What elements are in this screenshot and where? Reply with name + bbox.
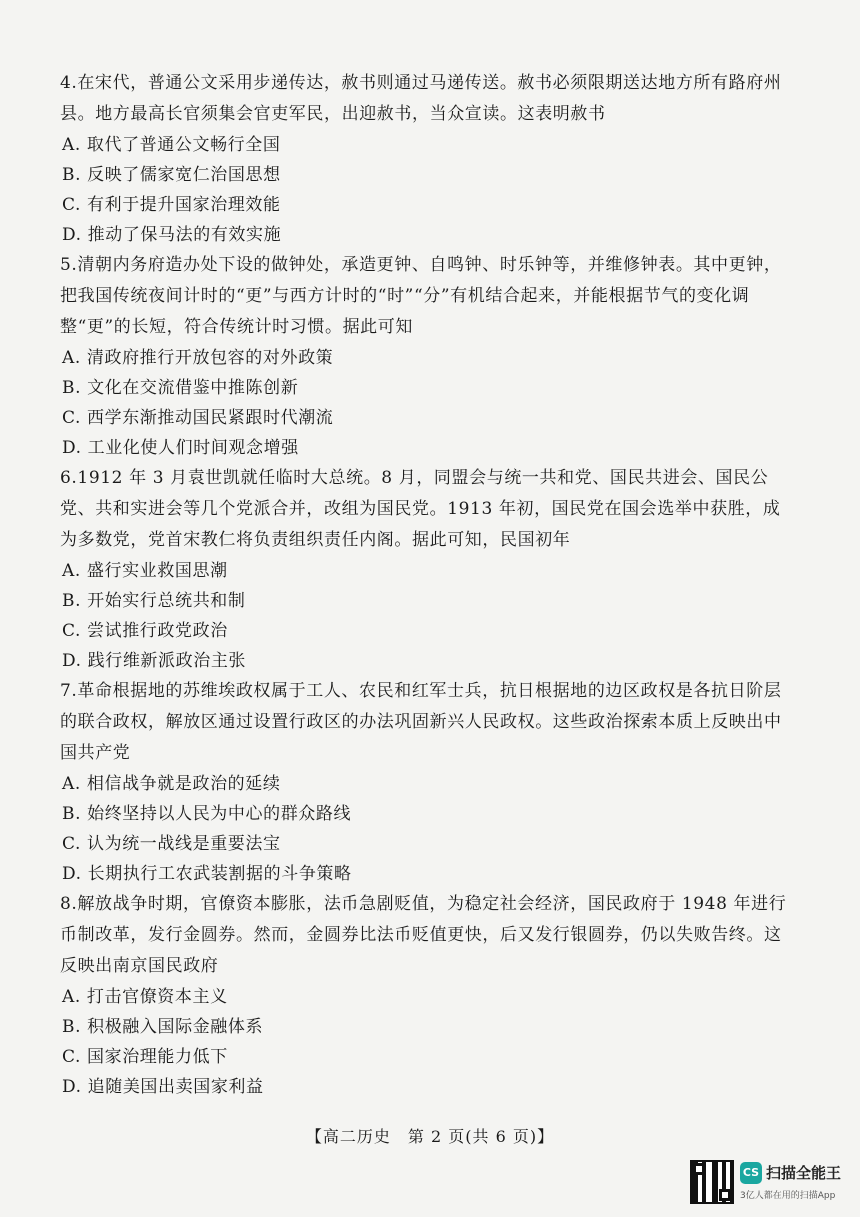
question-stem: 8.解放战争时期，官僚资本膨胀，法币急剧贬值，为稳定社会经济，国民政府于 1948 年进行币制改革，发行金圆券。然而，金圆券比法币贬值更快，后又发行银圆券，仍以失败告终。这反映出南京国民政府 (60, 894, 787, 976)
question-5 (60, 250, 795, 463)
question-8 (60, 889, 795, 1102)
question-7 (60, 676, 795, 889)
option-c: C. 有利于提升国家治理效能 (62, 195, 281, 215)
option-a: A. 清政府推行开放包容的对外政策 (62, 348, 334, 368)
option-d: D. 长期执行工农武装割据的斗争策略 (62, 864, 352, 884)
option-d: D. 践行维新派政治主张 (62, 651, 247, 671)
option-b: B. 始终坚持以人民为中心的群众路线 (62, 804, 352, 824)
question-6 (60, 463, 795, 676)
page-footer: 【高二历史 第 2 页(共 6 页)】 (305, 1127, 555, 1146)
option-a: A. 相信战争就是政治的延续 (62, 774, 281, 794)
option-d: D. 推动了保马法的有效实施 (62, 225, 282, 245)
option-b: B. 反映了儒家宽仁治国思想 (62, 165, 281, 185)
question-4 (60, 68, 795, 250)
question-stem: 7.革命根据地的苏维埃政权属于工人、农民和红军士兵，抗日根据地的边区政权是各抗日阶层的联合政权，解放区通过设置行政区的办法巩固新兴人民政权。这些政治探索本质上反映出中国共产党 (60, 681, 782, 763)
option-c: C. 西学东渐推动国民紧跟时代潮流 (62, 408, 334, 428)
option-a: A. 取代了普通公文畅行全国 (62, 135, 281, 155)
scanner-app-name: 扫描全能王 (766, 1164, 842, 1182)
option-a: A. 打击官僚资本主义 (62, 987, 228, 1007)
option-c: C. 认为统一战线是重要法宝 (62, 834, 281, 854)
qr-code-icon (690, 1160, 734, 1204)
scanner-watermark (690, 1160, 850, 1210)
scanner-slogan: 3亿人都在用的扫描App (740, 1191, 836, 1201)
option-d: D. 追随美国出卖国家利益 (62, 1077, 264, 1097)
option-b: B. 积极融入国际金融体系 (62, 1017, 264, 1037)
question-list (60, 68, 795, 1102)
question-stem: 5.清朝内务府造办处下设的做钟处，承造更钟、自鸣钟、时乐钟等，并维修钟表。其中更钟，把我国传统夜间计时的“更”与西方计时的“时”“分”有机结合起来，并能根据节气的变化调整“更”的长短，符合传统计时习惯。据此可知 (60, 255, 782, 337)
option-d: D. 工业化使人们时间观念增强 (62, 438, 299, 458)
option-c: C. 国家治理能力低下 (62, 1047, 228, 1067)
option-a: A. 盛行实业救国思潮 (62, 561, 228, 581)
option-b: B. 开始实行总统共和制 (62, 591, 246, 611)
option-c: C. 尝试推行政党政治 (62, 621, 228, 641)
option-b: B. 文化在交流借鉴中推陈创新 (62, 378, 299, 398)
camscanner-logo-icon: CS (740, 1162, 762, 1184)
question-stem: 6.1912 年 3 月袁世凯就任临时大总统。8 月，同盟会与统一共和党、国民共进会、国民公党、共和实进会等几个党派合并，改组为国民党。1913 年初，国民党在国会选举中获胜，成为多数党，党首宋教仁将负责组织责任内阁。据此可知，民国初年 (60, 468, 781, 550)
question-stem: 4.在宋代，普通公文采用步递传达，赦书则通过马递传送。赦书必须限期送达地方所有路府州县。地方最高长官须集会官吏军民，出迎赦书，当众宣读。这表明赦书 (60, 73, 782, 124)
